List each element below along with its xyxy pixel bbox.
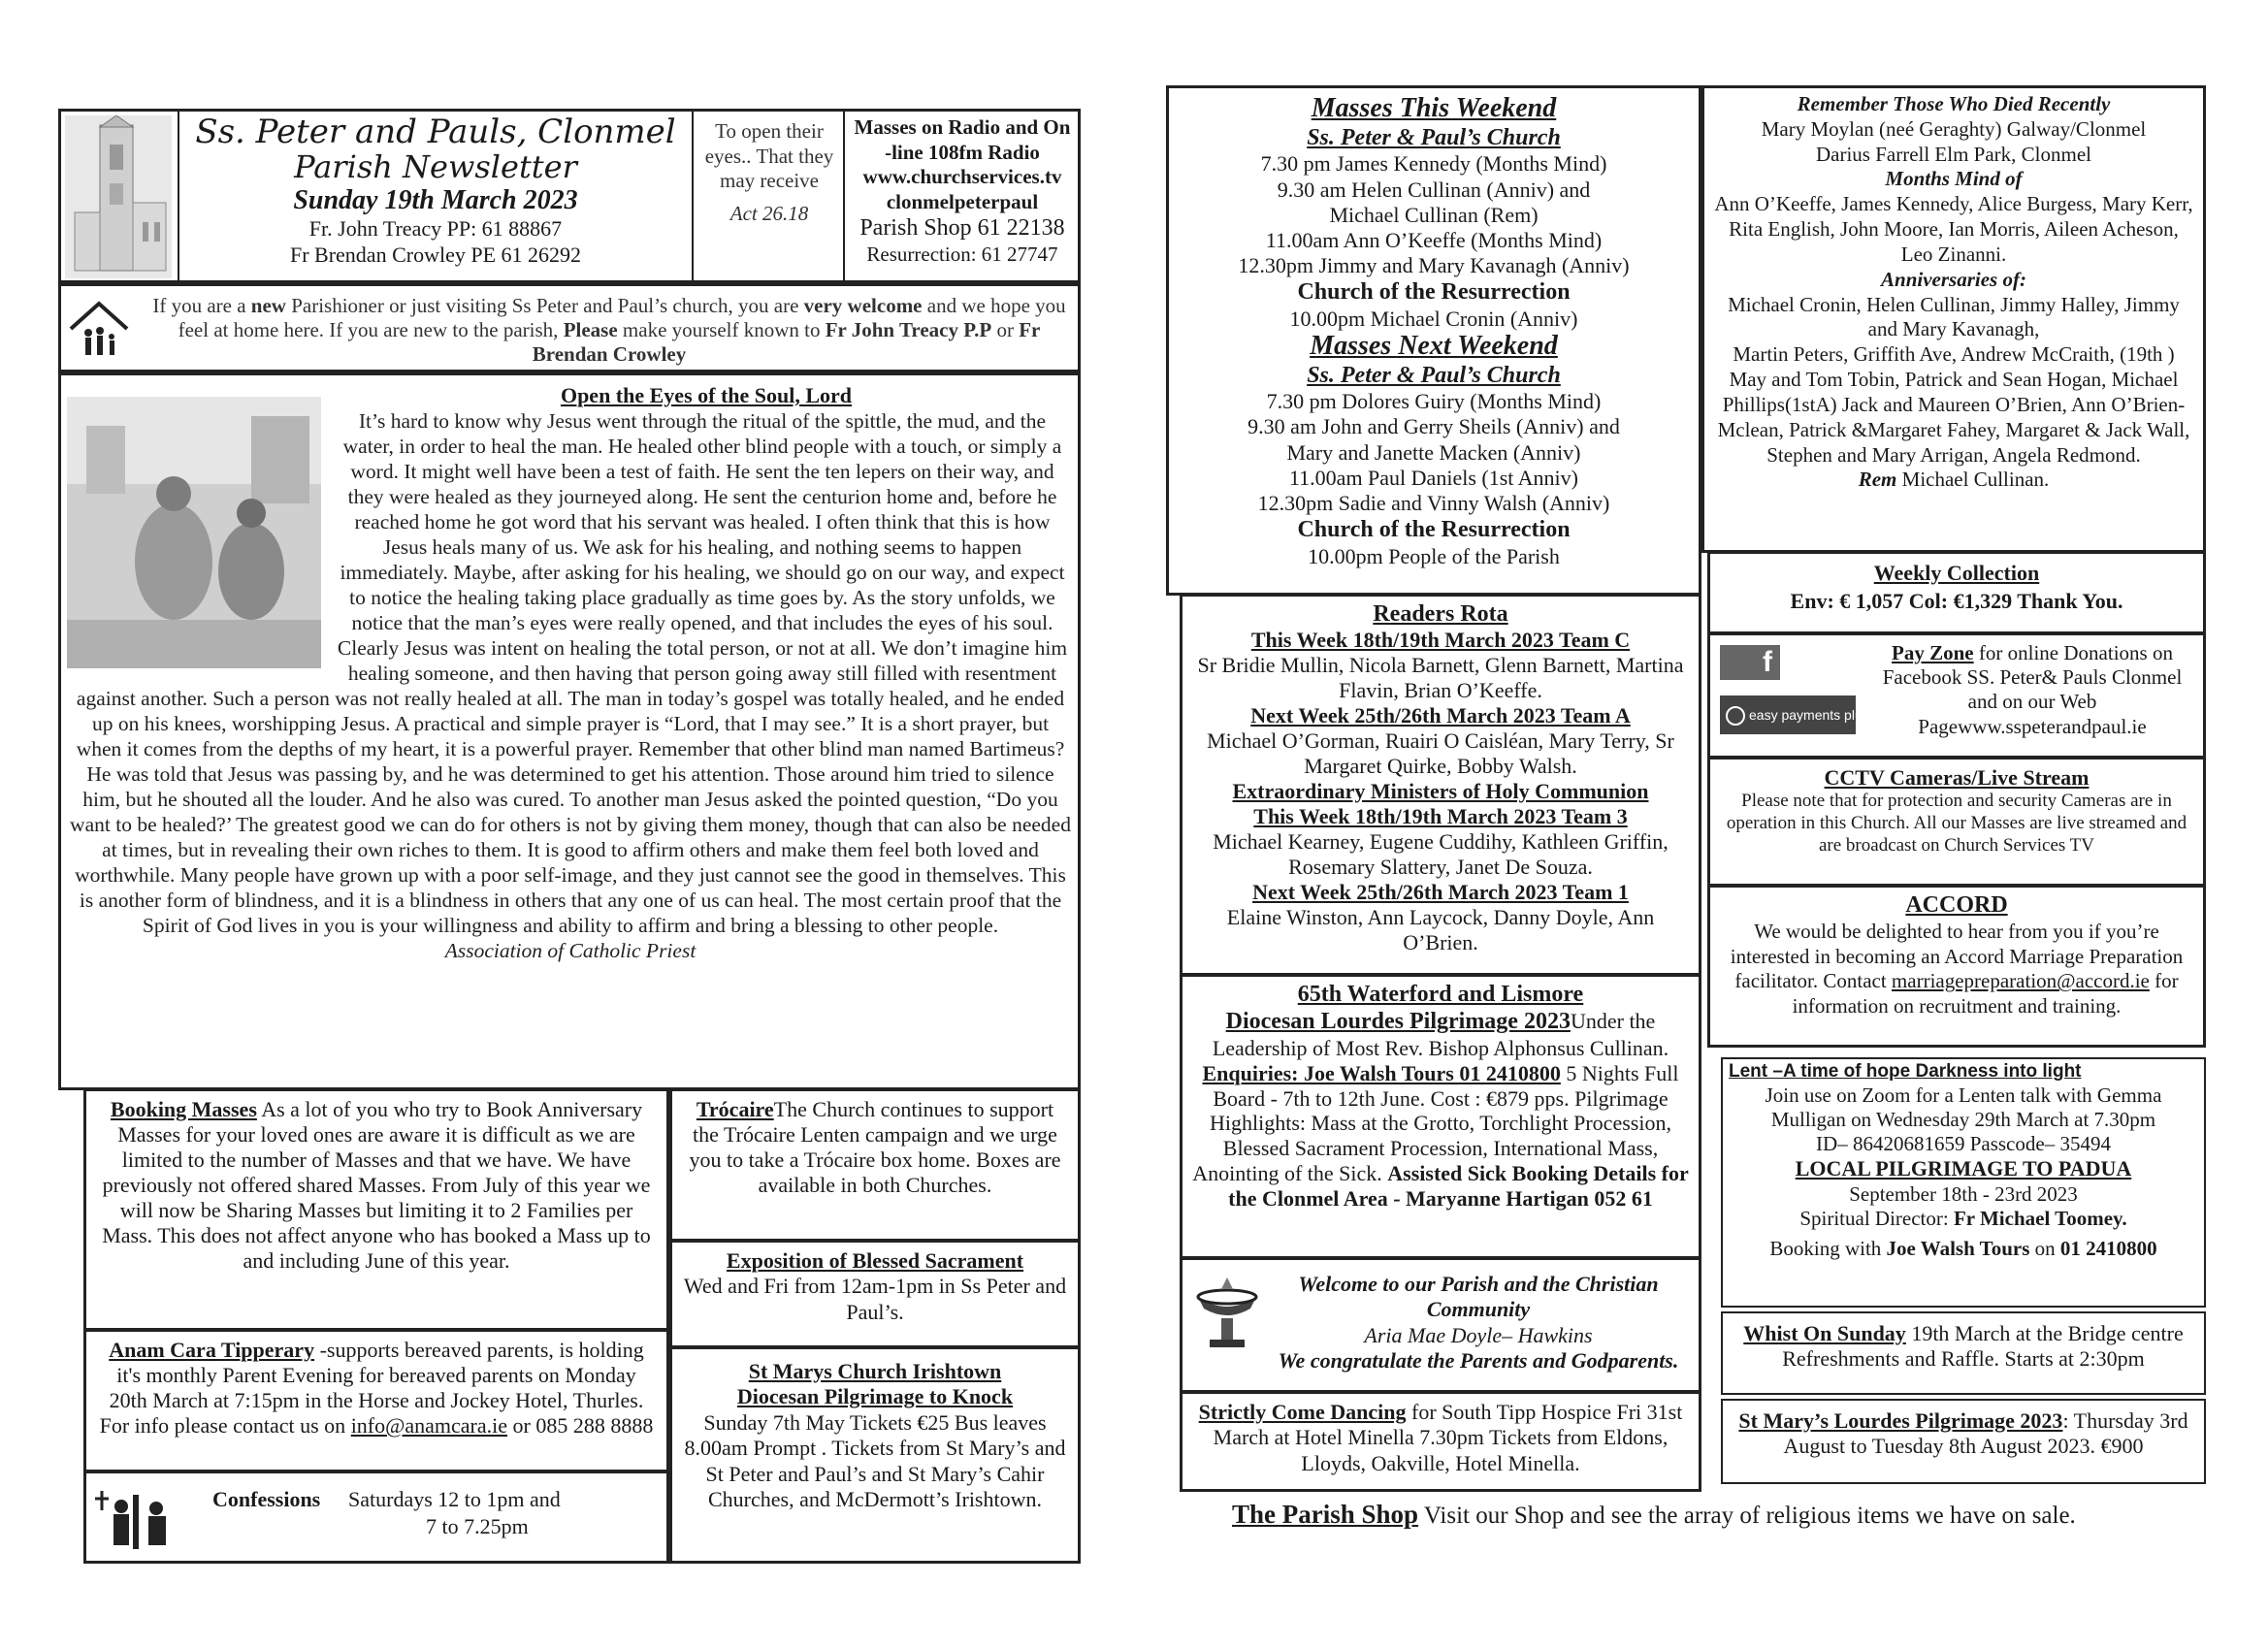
welcome-seg: Fr John Treacy P.P <box>825 318 992 342</box>
padua-title: LOCAL PILGRIMAGE TO PADUA <box>1795 1156 2132 1181</box>
scripture-quote <box>696 112 845 280</box>
mass-line: 10.00pm People of the Parish <box>1308 543 1560 568</box>
anniversaries-names: Michael Cronin, Helen Cullinan, Jimmy Halley, Jimmy and Mary Kavanagh, <box>1728 292 2180 341</box>
accord-title: ACCORD <box>1905 892 2008 918</box>
mass-line: Mary and Janette Macken (Anniv) <box>1286 439 1581 465</box>
knock-title-2: Diocesan Pilgrimage to Knock <box>736 1384 1014 1409</box>
mass-line: 9.30 am Helen Cullinan (Anniv) and <box>1277 177 1591 202</box>
masses-weekend-title: Masses This Weekend <box>1311 93 1557 123</box>
padua-book: Joe Walsh Tours <box>1886 1237 2030 1261</box>
welcome-seg: Parishioner or just visiting Ss Peter and Paul’s church, you are <box>291 294 799 317</box>
payzone-text: for online Donations on Facebook SS. Peter& Pauls Clonmel and on our Web Pagewww.sspeterandpaul.ie <box>1882 641 2183 738</box>
exposition-text: Wed and Fri from 12am-1pm in Ss Peter and Paul’s. <box>683 1274 1067 1324</box>
readers-title: Readers Rota <box>1373 601 1508 627</box>
mass-line: 12.30pm Jimmy and Mary Kavanagh (Anniv) <box>1238 253 1630 278</box>
knock-box <box>669 1346 1081 1564</box>
masses-content <box>1169 88 1699 569</box>
masses-box <box>1166 85 1701 596</box>
welcome-seg: and we hope you feel at home here. If you are new to the parish, <box>178 294 1066 342</box>
accord-box <box>1707 885 2206 1048</box>
readers-h2: Next Week 25th/26th March 2023 Team A <box>1250 703 1631 728</box>
readers-t3: Michael Kearney, Eugene Cuddihy, Kathleen Griffin, Rosemary Slattery, Janet De Souza. <box>1213 828 1669 879</box>
exposition-box <box>669 1240 1081 1348</box>
accord-email-link[interactable]: marriagepreparation@accord.ie <box>1891 969 2150 993</box>
parish-shop-phone: Parish Shop 61 22138 <box>859 215 1065 242</box>
knock-content <box>672 1349 1078 1518</box>
mass-line: 7.30 pm Dolores Guiry (Months Mind) <box>1266 389 1602 414</box>
trocaire-text: The Church continues to support the Trócaire Lenten campaign and we urge you to take a Trócaire box home. Boxes are available in both Churches. <box>689 1097 1061 1197</box>
dancing-title: Strictly Come Dancing <box>1198 1400 1407 1424</box>
contact-block <box>847 112 1078 280</box>
padua-dir: Fr Michael Toomey. <box>1953 1206 2127 1230</box>
anam-phone: or 085 288 8888 <box>512 1412 654 1438</box>
readers-h4: This Week 18th/19th March 2023 Team 3 <box>1253 803 1628 828</box>
padua-director <box>1729 1207 2198 1231</box>
quote-ref: Act 26.18 <box>729 201 809 225</box>
exposition-content <box>672 1243 1078 1331</box>
anam-email-link[interactable]: info@anamcara.ie <box>350 1412 508 1438</box>
trocaire-content <box>672 1091 1078 1204</box>
months-mind-names: Ann O’Keeffe, James Kennedy, Alice Burgess, Mary Kerr, Rita English, John Moore, Ian Morris, Aileen Acheson, Leo Zinanni. <box>1714 192 2193 266</box>
collection-content <box>1710 554 2203 621</box>
welcome-seg: If you are a <box>152 294 246 317</box>
priest-1: Fr. John Treacy PP: 61 88867 <box>308 216 563 242</box>
lourdes-enquiries: Enquiries: Joe Walsh Tours 01 2410800 <box>1202 1060 1561 1085</box>
family-house-icon <box>67 300 131 360</box>
parish-title: Ss. Peter and Pauls, Clonmel <box>195 113 676 151</box>
reflection-box <box>58 372 1081 1090</box>
image-float <box>69 408 333 686</box>
baptism-congrats: We congratulate the Parents and Godparents. <box>1278 1348 1679 1374</box>
padua-dates: September 18th - 23rd 2023 <box>1849 1181 2078 1206</box>
lourdes-t1: Under the Leadership of Most Rev. Bishop Alphonsus Cullinan. <box>1212 1009 1669 1060</box>
anniv-title-wrap: Anniversaries of: <box>1881 267 2026 291</box>
trocaire-box <box>669 1088 1081 1242</box>
collection-title: Weekly Collection <box>1873 561 2040 585</box>
readers-h5: Next Week 25th/26th March 2023 Team 1 <box>1252 879 1629 904</box>
padua-booking <box>1729 1237 2198 1261</box>
payments-badge-text: easy payments plus <box>1749 707 1869 723</box>
anam-text: -supports bereaved parents, is holding it's monthly Parent Evening for bereaved parents on Monday 20th March at 7:15pm in the Horse and Jockey Hotel, Thurles. For info please contact us on <box>99 1338 644 1438</box>
collection-box <box>1707 551 2206 634</box>
priest-2: Fr Brendan Crowley PE 61 26292 <box>289 242 582 267</box>
booking-content <box>86 1091 666 1279</box>
stmary-content <box>1723 1401 2204 1468</box>
reflection-source: Association of Catholic Priest <box>444 939 697 962</box>
knock-text: Sunday 7th May Tickets €25 Bus leaves 8.00am Prompt . Tickets from St Mary’s and St Peter and Paul’s and St Mary’s Cahir Churches, and McDermott’s Irishtown. <box>684 1409 1066 1511</box>
mass-line: 7.30 pm James Kennedy (Months Mind) <box>1260 151 1607 177</box>
whist-box <box>1721 1311 2206 1395</box>
reflection-title: Open the Eyes of the Soul, Lord <box>560 383 853 407</box>
title-block <box>178 112 694 280</box>
booking-title: Booking Masses <box>110 1097 257 1121</box>
rem-name: Michael Cullinan. <box>1901 468 2050 492</box>
readers-h3: Extraordinary Ministers of Holy Communion <box>1232 779 1649 804</box>
remember-r1: Mary Moylan (neé Geraghty) Galway/Clonmel <box>1761 116 2147 141</box>
stmary-title: St Mary’s Lourdes Pilgrimage 2023 <box>1738 1408 2063 1433</box>
padua-book-label: Booking with <box>1769 1237 1882 1261</box>
remember-box <box>1701 85 2206 553</box>
mass-line: 12.30pm Sadie and Vinny Walsh (Anniv) <box>1257 490 1610 515</box>
cctv-text: Please note that for protection and security Cameras are in operation in this Church. All our Masses are live streamed and are broadcast on Church Services TV <box>1726 791 2187 856</box>
welcome-box <box>58 283 1081 372</box>
shop-text: Visit our Shop and see the array of religious items we have on sale. <box>1423 1503 2076 1529</box>
exposition-title: Exposition of Blessed Sacrament <box>726 1248 1024 1273</box>
church-4: Church of the Resurrection <box>1297 517 1571 543</box>
baptism-child: Aria Mae Doyle– Hawkins <box>1364 1322 1593 1347</box>
lourdes-title-2: Diocesan Lourdes Pilgrimage 2023 <box>1225 1009 1571 1035</box>
baptism-welcome: Welcome to our Parish and the Christian Community <box>1298 1272 1659 1322</box>
lourdes-title-1: 65th Waterford and Lismore <box>1297 982 1584 1007</box>
rem-line <box>1712 468 2195 493</box>
whist-text: 19th March at the Bridge centre Refreshments and Raffle. Starts at 2:30pm <box>1782 1321 2184 1372</box>
anam-content <box>86 1332 666 1444</box>
lourdes-box <box>1180 974 1701 1259</box>
dancing-box <box>1180 1391 1701 1492</box>
padua-book-num: 01 2410800 <box>2059 1237 2157 1261</box>
readers-content <box>1183 597 1699 959</box>
easy-payments-badge[interactable] <box>1720 695 1869 734</box>
mass-line: Michael Cullinan (Rem) <box>1329 202 1539 227</box>
baptism-content <box>1270 1272 1687 1374</box>
remember-r2: Darius Farrell Elm Park, Clonmel <box>1815 142 2092 166</box>
confessions-time-2: 7 to 7.25pm <box>426 1514 529 1538</box>
readers-t2: Michael O’Gorman, Ruairi O Caisléan, Mary Terry, Sr Margaret Quirke, Bobby Walsh. <box>1207 728 1674 779</box>
accord-text-2: for information on recruitment and training. <box>1792 969 2179 1018</box>
whist-content <box>1723 1313 2204 1380</box>
reflection-body <box>69 408 1072 963</box>
readers-t4: Elaine Winston, Ann Laycock, Danny Doyle, Ann O’Brien. <box>1226 904 1655 954</box>
cctv-title: CCTV Cameras/Live Stream <box>1824 765 2090 790</box>
dancing-text: for South Tipp Hospice Fri 31st March at Hotel Minella 7.30pm Tickets from Eldons, Lloyds, Oakville, Hotel Minella. <box>1213 1400 1683 1475</box>
lent-box <box>1721 1057 2206 1308</box>
booking-masses-box <box>83 1088 669 1331</box>
masses-next-title: Masses Next Weekend <box>1310 330 1558 361</box>
parish-shop-line <box>1232 1500 2202 1530</box>
masthead <box>58 109 1081 283</box>
welcome-seg: very welcome <box>803 294 923 317</box>
lourdes-content <box>1183 977 1699 1215</box>
confessions-box <box>83 1471 669 1564</box>
stmary-text: : Thursday 3rd August to Tuesday 8th August 2023. €900 <box>1783 1408 2188 1459</box>
newsletter-title: Parish Newsletter <box>294 147 577 185</box>
anam-cara-box <box>83 1329 669 1472</box>
knock-title-1: St Marys Church Irishtown <box>748 1359 1002 1383</box>
trocaire-title: Trócaire <box>696 1097 774 1121</box>
readers-t1: Sr Bridie Mullin, Nicola Barnett, Glenn Barnett, Martina Flavin, Brian O’Keeffe. <box>1197 653 1684 703</box>
confession-icon <box>92 1485 181 1555</box>
anniversaries-names-2: Martin Peters, Griffith Ave, Andrew McCraith, (19th ) May and Tom Tobin, Patrick and Sean Hogan, Michael Phillips(1stA) Jack and Maureen O’Brien, Ann O’Brien-Mclean, Patrick &Margaret Fahey, Margaret & Jack Wall, Stephen and Mary Arrigan, Angela Redmond. <box>1717 342 2190 467</box>
radio-info: Masses on Radio and On -line 108fm Radio <box>854 115 1071 164</box>
cctv-content <box>1710 760 2203 863</box>
lourdes-t2: 5 Nights Full Board - 7th to 12th June. Cost : €879 pps. Pilgrimage Highlights: Mass at the Grotto, Torchlight Procession, Blessed Sacrament Procession, International Mass, Anointing of the Sick. <box>1192 1060 1679 1186</box>
remember-content <box>1704 88 2203 497</box>
st-marys-lourdes-box <box>1721 1399 2206 1484</box>
lent-text: Join use on Zoom for a Lenten talk with Gemma Mulligan on Wednesday 29th March at 7.30pm <box>1765 1083 2162 1131</box>
booking-text: As a lot of you who try to Book Anniversary Masses for your loved ones are aware it is difficult as we are limited to the number of Masses and that we have. We have previously not offered shared Masses. From July of this year we will now be Sharing Masses but limiting it to 2 Families per Mass. This does not affect anyone who has booked a Mass up to and including June of this year. <box>102 1097 651 1273</box>
baptismal-font-icon <box>1192 1274 1262 1351</box>
collection-amounts: Env: € 1,057 Col: €1,329 Thank You. <box>1790 588 2123 613</box>
padua-book-on: on <box>2034 1237 2056 1261</box>
padua-dir-label: Spiritual Director: <box>1799 1206 1949 1230</box>
welcome-seg: new <box>250 294 286 317</box>
anam-title: Anam Cara Tipperary <box>109 1338 315 1362</box>
church-2: Church of the Resurrection <box>1297 279 1571 306</box>
welcome-seg: or <box>996 318 1014 342</box>
cctv-box <box>1707 757 2206 887</box>
quote-text: To open their eyes.. That they may receive <box>704 119 834 193</box>
rem-label: Rem <box>1858 468 1897 492</box>
confessions-time-1: Saturdays 12 to 1pm and <box>348 1487 561 1511</box>
remember-title: Remember Those Who Died Recently <box>1797 92 2111 115</box>
welcome-seg: Please <box>563 318 618 342</box>
confessions-label: Confessions <box>212 1487 321 1511</box>
dancing-content <box>1183 1394 1699 1482</box>
reflection-text: It’s hard to know why Jesus went through the ritual of the spittle, the mud, and the water, in order to heal the man. He healed other blind people with a touch, or simply a word. It might well have been a test of faith. He sent the ten lepers on their way, and they were healed as they journeyed along. He sent the centurion home and, before he reached home he got word that his servant was healed. I often think that this is how Jesus heals many of us. We ask for his healing, and nothing seems to happen immediately. Maybe, after asking for his healing, we should go on our way, and expect to notice the healing taking place gradually as time goes by. As the story unfolds, we notice that the man’s eyes were really opened, and that includes the eyes of his soul. Clearly Jesus was intent on healing the total person, or not at all. We don’t imagine him healing someone, and then having that person going away still filled with resentment against another. Such a person was not really healed at all. The man in today’s gospel was totally healed, and he ended up on his knees, worshipping Jesus. A practical and simple prayer is “Lord, that I may see.” It is a short prayer, but when it comes from the depths of my heart, it is a powerful prayer. Remember that other blind man named Bartimeus? He was told that Jesus was passing by, and he was determined to get his attention. Those around him tried to silence him, but he shouted all the louder. And he also was cured. To another man Jesus asked the pointed question, “Do you want to be healed?’ The greatest good we can do for others is not by giving them money, though that can also be needed at times, but in revealing their own riches to them. It is good to affirm others and make them feel both loved and worthwhile. Many people have grown up with a poor self-image, and they just cannot see the good in themselves. This is another form of blindness, and it is a blindness in others that any one of us can heal. The most certain proof that the Spirit of God lives in you is your willingness and ability to affirm and bring a blessing to other people. <box>70 409 1071 937</box>
mass-line: 11.00am Ann O’Keeffe (Months Mind) <box>1265 227 1603 252</box>
resurrection-phone: Resurrection: 61 27747 <box>866 242 1058 267</box>
web-link[interactable]: www.churchservices.tv <box>862 165 1062 189</box>
lent-title: Lent –A time of hope Darkness into light <box>1729 1061 2082 1082</box>
payzone-content <box>1865 641 2199 739</box>
lent-content <box>1723 1059 2204 1263</box>
facebook-icon[interactable]: f <box>1720 645 1780 680</box>
shop-title: The Parish Shop <box>1232 1500 1419 1529</box>
whist-title: Whist On Sunday <box>1743 1321 1906 1345</box>
welcome-text <box>148 294 1070 368</box>
readers-box <box>1180 594 1701 976</box>
lourdes-t3: Assisted Sick Booking Details for the Clonmel Area - Maryanne Hartigan 052 61 <box>1228 1161 1689 1212</box>
newsletter-date: Sunday 19th March 2023 <box>293 184 578 215</box>
church-tower-icon <box>65 115 172 278</box>
mass-line: 10.00pm Michael Cronin (Anniv) <box>1289 306 1578 331</box>
accord-text: We would be delighted to hear from you if you’re interested in becoming an Accord Marriage Preparation facilitator. Contact <box>1730 920 2184 993</box>
web-link-2[interactable]: clonmelpeterpaul <box>886 189 1039 213</box>
mass-line: 11.00am Paul Daniels (1st Anniv) <box>1289 465 1578 490</box>
anniversaries-title: Anniversaries of <box>1881 267 2020 291</box>
accord-content <box>1710 888 2203 1023</box>
readers-h1: This Week 18th/19th March 2023 Team C <box>1250 628 1631 653</box>
payzone-title[interactable]: Pay Zone <box>1892 641 1974 664</box>
church-1: Ss. Peter & Paul’s Church <box>1307 124 1561 150</box>
zoom-id: ID– 86420681659 Passcode– 35494 <box>1816 1132 2111 1156</box>
mass-line: 9.30 am John and Gerry Sheils (Anniv) and <box>1247 414 1620 439</box>
months-mind-title: Months Mind of <box>1885 167 2023 191</box>
church-3: Ss. Peter & Paul’s Church <box>1307 362 1561 388</box>
welcome-seg: Fr Brendan Crowley <box>532 318 1041 367</box>
payments-symbol <box>1726 706 1745 726</box>
welcome-seg: make yourself known to <box>622 318 821 342</box>
baptism-box <box>1180 1257 1701 1393</box>
payzone-box <box>1707 632 2206 759</box>
